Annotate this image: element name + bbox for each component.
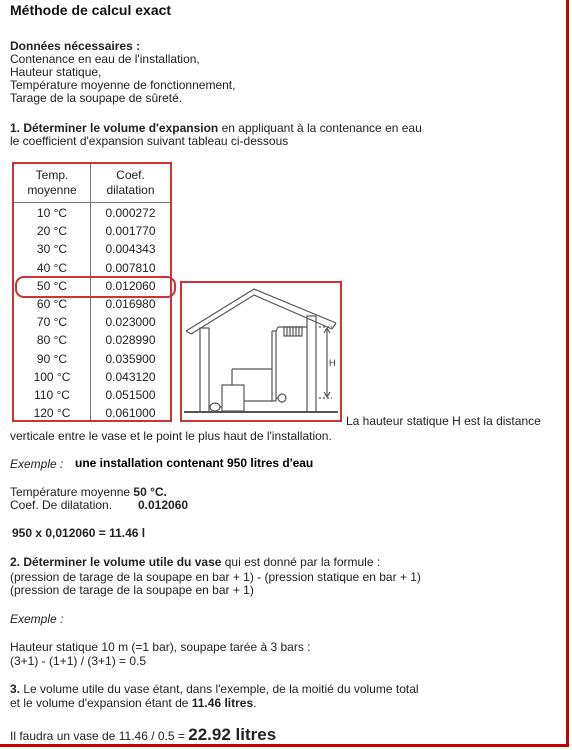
table-header-divider <box>14 202 170 203</box>
donnees-heading: Données nécessaires : <box>10 39 141 53</box>
table-cell-coef: 0.023000 <box>105 315 156 330</box>
hauteur-note-line1: La hauteur statique H est la distance <box>346 414 541 428</box>
example2-label: Exemple : <box>10 612 64 626</box>
step1-line2: le coefficient d'expansion suivant tableau ci-dessous <box>10 134 289 148</box>
step2-formula1: (pression de tarage de la soupape en bar + 1) - (pression statique en bar + 1) <box>10 570 421 584</box>
example1-result: 950 x 0,012060 = 11.46 l <box>12 526 146 540</box>
table-cell-coef: 0.016980 <box>105 297 156 311</box>
donnees-item: Hauteur statique, <box>10 65 102 79</box>
table-cell-coef: 0.028990 <box>105 333 156 348</box>
house-drawing <box>182 283 340 420</box>
table-cell-temp: 40 °C <box>36 260 68 275</box>
table-cell-coef: 0.061000 <box>105 406 156 421</box>
step3-line2: et le volume d'expansion étant de 11.46 litres. <box>10 696 257 710</box>
table-cell-coef: 0.007810 <box>105 260 156 275</box>
table-cell-temp: 10 °C <box>36 206 68 220</box>
step3-line1: 3. Le volume utile du vase étant, dans l'exemple, de la moitié du volume total <box>10 682 419 696</box>
table-cell-temp: 60 °C <box>36 297 68 311</box>
table-cell-temp: 70 °C <box>36 315 68 330</box>
example1-text: une installation contenant 950 litres d'eau <box>75 456 314 470</box>
donnees-item: Tarage de la soupape de sûreté. <box>10 91 183 105</box>
hauteur-note-line2: verticale entre le vase et le point le plus haut de l'installation. <box>10 429 332 443</box>
table-cell-coef: 0.000272 <box>105 206 156 220</box>
highlight-row-ring <box>15 276 176 298</box>
example2-line1: Hauteur statique 10 m (=1 bar), soupape tarée à 3 bars : <box>10 640 311 654</box>
table-cell-temp: 80 °C <box>36 333 68 348</box>
table-cell-temp: 20 °C <box>36 224 68 239</box>
example1-temp: Température moyenne 50 °C. <box>10 485 167 499</box>
table-cell-coef: 0.001770 <box>105 224 156 239</box>
house-diagram <box>180 281 342 422</box>
donnees-item: Température moyenne de fonctionnement, <box>10 78 236 92</box>
table-cell-temp: 30 °C <box>36 242 68 257</box>
table-cell-temp: 90 °C <box>36 351 68 366</box>
page-title: Méthode de calcul exact <box>10 2 172 18</box>
table-cell-coef: 0.012060 <box>105 278 156 293</box>
table-header-temp: Temp. moyenne <box>27 168 77 197</box>
final-line: Il faudra un vase de 11.46 / 0.5 = 22.92 litres <box>10 725 277 744</box>
example2-line2: (3+1) - (1+1) / (3+1) = 0.5 <box>10 654 147 668</box>
final-result: 22.92 litres <box>188 725 277 744</box>
table-cell-coef: 0.043120 <box>105 369 156 384</box>
step2-line1: 2. Déterminer le volume utile du vase qui est donné par la formule : <box>10 555 381 569</box>
donnees-item: Contenance en eau de l'installation, <box>10 52 200 66</box>
example1-coef-value: 0.012060 <box>138 498 189 512</box>
table-cell-temp: 110 °C <box>34 388 70 402</box>
table-header-coef: Coef. dilatation <box>106 168 155 197</box>
step2-formula2: (pression de tarage de la soupape en bar + 1) <box>10 583 254 597</box>
step1-heading: 1. Déterminer le volume d'expansion <box>10 121 219 135</box>
example1-label: Exemple : <box>10 457 64 471</box>
table-cell-coef: 0.035900 <box>105 351 156 366</box>
table-cell-temp: 100 °C <box>33 369 71 384</box>
table-cell-temp: 120 °C <box>33 406 71 421</box>
height-label: H <box>329 358 336 368</box>
step1-text: en appliquant à la contenance en eau <box>218 121 422 135</box>
table-cell-temp: 50 °C <box>36 278 68 293</box>
example1-coef-label: Coef. De dilatation. <box>10 498 113 512</box>
table-cell-coef: 0.051500 <box>105 388 156 402</box>
table-cell-coef: 0.004343 <box>105 242 156 257</box>
